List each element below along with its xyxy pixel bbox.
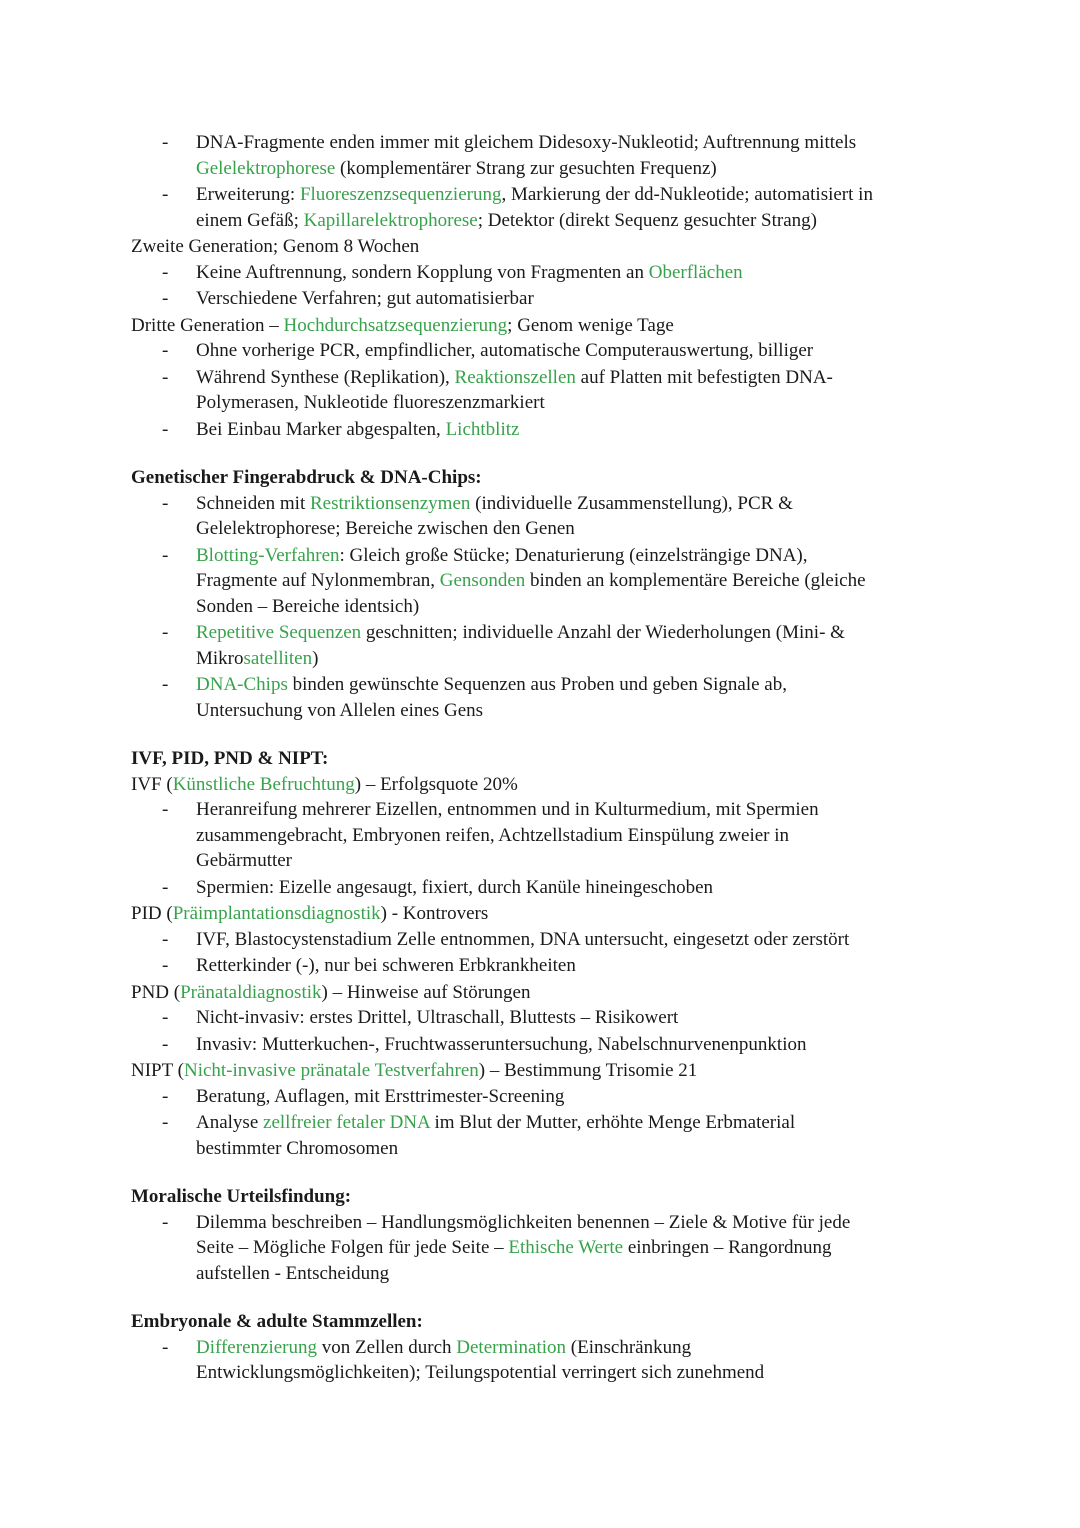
bullet-line bbox=[196, 1032, 961, 1058]
bullet-line bbox=[196, 953, 961, 979]
dritte-generation-label bbox=[131, 313, 961, 339]
highlighted-term: Restriktionsenzymen bbox=[309, 492, 471, 514]
text-run: Seite – Mögliche Folgen für jede Seite – bbox=[196, 1237, 509, 1258]
highlighted-term: satelliten bbox=[243, 647, 313, 669]
bullet-line bbox=[196, 646, 961, 672]
text-run: Nicht-invasiv: erstes Drittel, Ultraschall, Bluttests – Risikowert bbox=[196, 1007, 679, 1028]
highlighted-term: Differenzierung bbox=[196, 1336, 317, 1358]
highlighted-term: Lichtblitz bbox=[445, 418, 520, 440]
bullet-item bbox=[131, 417, 961, 443]
moral-section bbox=[131, 1184, 961, 1286]
document-page bbox=[131, 130, 961, 1387]
stammzellen-section bbox=[131, 1309, 961, 1386]
bullet-item bbox=[131, 543, 961, 620]
highlighted-term: Blotting-Verfahren bbox=[196, 544, 340, 566]
bullet-line bbox=[196, 156, 961, 182]
bullet-item bbox=[131, 1210, 961, 1287]
text-run: Invasiv: Mutterkuchen-, Fruchtwasseruntersuchung, Nabelschnurvenenpunktion bbox=[196, 1033, 807, 1055]
text-run: , Markierung der dd-Nukleotide; automatisiert in bbox=[501, 184, 873, 205]
bullet-line bbox=[196, 208, 961, 234]
bullet-item bbox=[131, 1032, 961, 1058]
moral-bullets bbox=[131, 1210, 961, 1287]
group-bullets bbox=[131, 927, 961, 979]
bullet-item bbox=[131, 672, 961, 723]
bullet-line bbox=[196, 848, 961, 874]
text-run: im Blut der Mutter, erhöhte Menge Erbmaterial bbox=[429, 1112, 796, 1133]
text-run: ) – Bestimmung Trisomie 21 bbox=[478, 1060, 698, 1081]
bullet-item bbox=[131, 338, 961, 364]
dritte-generation-bullets bbox=[131, 338, 961, 442]
text-run: Ohne vorherige PCR, empfindlicher, automatische Computerauswertung, billiger bbox=[196, 340, 814, 361]
text-run: Sonden – Bereiche identsich) bbox=[196, 595, 420, 617]
moral-heading: Moralische Urteilsfindung: bbox=[131, 1186, 352, 1207]
text-run: (individuelle Zusammenstellung), PCR & bbox=[470, 492, 793, 514]
bullet-item bbox=[131, 1084, 961, 1110]
bullet-line bbox=[196, 1210, 961, 1236]
highlighted-term: Reaktionszellen bbox=[454, 366, 576, 388]
bullet-line bbox=[196, 1335, 961, 1361]
bullet-line bbox=[196, 1235, 961, 1261]
stammzellen-heading: Embryonale & adulte Stammzellen: bbox=[131, 1311, 423, 1332]
bullet-line bbox=[196, 927, 961, 953]
bullet-line bbox=[196, 823, 961, 849]
highlighted-term: Gelelektrophorese bbox=[196, 157, 336, 179]
text-run: bestimmter Chromosomen bbox=[196, 1137, 399, 1159]
bullet-line bbox=[196, 338, 961, 364]
text-run: einem Gefäß; bbox=[196, 209, 304, 231]
highlighted-term: Hochdurchsatzsequenzierung bbox=[283, 314, 508, 336]
text-run: Spermien: Eizelle angesaugt, fixiert, durch Kanüle hineingeschoben bbox=[196, 876, 714, 898]
bullet-item bbox=[131, 927, 961, 953]
bullet-line bbox=[196, 1136, 961, 1162]
text-run: Untersuchung von Allelen eines Gens bbox=[196, 699, 484, 721]
ivf-heading: IVF, PID, PND & NIPT: bbox=[131, 748, 329, 769]
bullet-line bbox=[196, 620, 961, 646]
text-run: Während Synthese (Replikation), bbox=[196, 366, 455, 388]
bullet-line bbox=[196, 1005, 961, 1031]
group-bullets bbox=[131, 797, 961, 900]
bullet-item bbox=[131, 491, 961, 542]
highlighted-term: DNA-Chips bbox=[196, 674, 288, 695]
fingerabdruck-bullets bbox=[131, 491, 961, 724]
bullet-line bbox=[196, 568, 961, 594]
bullet-line bbox=[196, 875, 961, 901]
bullet-line bbox=[196, 672, 961, 698]
zweite-generation-label bbox=[131, 234, 961, 260]
text-run: (Einschränkung bbox=[566, 1336, 692, 1358]
text-run: ; Detektor (direkt Sequenz gesuchter Strang) bbox=[477, 209, 817, 231]
bullet-item bbox=[131, 620, 961, 671]
fingerabdruck-section bbox=[131, 465, 961, 723]
bullet-line bbox=[196, 260, 961, 286]
text-run: IVF, Blastocystenstadium Zelle entnommen, DNA untersucht, eingesetzt oder zerstört bbox=[196, 928, 850, 950]
bullet-line bbox=[196, 491, 961, 517]
group-label bbox=[131, 1058, 961, 1084]
bullet-item bbox=[131, 953, 961, 979]
text-run: ) – Erfolgsquote 20% bbox=[354, 773, 518, 795]
text-run: Retterkinder (-), nur bei schweren Erbkrankheiten bbox=[196, 955, 576, 976]
text-run: IVF ( bbox=[131, 773, 173, 795]
text-run: Analyse bbox=[196, 1112, 264, 1133]
text-run: Entwicklungsmöglichkeiten); Teilungspotential verringert sich zunehmend bbox=[196, 1362, 765, 1383]
bullet-line bbox=[196, 516, 961, 542]
bullet-item bbox=[131, 365, 961, 416]
bullet-item bbox=[131, 1335, 961, 1386]
group-label bbox=[131, 901, 961, 927]
bullet-item bbox=[131, 875, 961, 901]
bullet-line bbox=[196, 365, 961, 391]
fingerabdruck-heading: Genetischer Fingerabdruck & DNA-Chips: bbox=[131, 467, 482, 488]
text-run: PID ( bbox=[131, 903, 173, 924]
text-run: ; Genom wenige Tage bbox=[507, 314, 674, 336]
bullet-line bbox=[196, 417, 961, 443]
text-run: aufstellen - Entscheidung bbox=[196, 1262, 390, 1284]
bullet-item bbox=[131, 286, 961, 312]
text-run: auf Platten mit befestigten DNA- bbox=[575, 366, 833, 388]
bullet-line bbox=[196, 1360, 961, 1386]
text-run: Mikro bbox=[196, 647, 244, 669]
bullet-line bbox=[196, 1084, 961, 1110]
highlighted-term: Gensonden bbox=[439, 570, 526, 591]
bullet-item bbox=[131, 797, 961, 874]
text-run: Beratung, Auflagen, mit Ersttrimester-Screening bbox=[196, 1085, 565, 1107]
text-run: Dritte Generation – bbox=[131, 314, 284, 336]
ivf-section bbox=[131, 746, 961, 1161]
bullet-item bbox=[131, 182, 961, 233]
text-run: geschnitten; individuelle Anzahl der Wiederholungen (Mini- & bbox=[361, 622, 845, 643]
bullet-line bbox=[196, 543, 961, 569]
text-run: Keine Auftrennung, sondern Kopplung von Fragmenten an bbox=[196, 261, 649, 283]
bullet-item bbox=[131, 1005, 961, 1031]
ivf-groups bbox=[131, 772, 961, 1162]
bullet-item bbox=[131, 260, 961, 286]
text-run: Verschiedene Verfahren; gut automatisierbar bbox=[196, 288, 534, 309]
highlighted-term: zellfreier fetaler DNA bbox=[263, 1112, 430, 1133]
highlighted-term: Pränataldiagnostik bbox=[180, 981, 322, 1003]
bullet-line bbox=[196, 594, 961, 620]
bullet-line bbox=[196, 390, 961, 416]
bullet-item bbox=[131, 130, 961, 181]
highlighted-term: Determination bbox=[456, 1336, 567, 1358]
text-run: Gelelektrophorese; Bereiche zwischen den Genen bbox=[196, 518, 575, 539]
text-run: binden an komplementäre Bereiche (gleiche bbox=[525, 570, 866, 591]
group-bullets bbox=[131, 1084, 961, 1162]
highlighted-term: Repetitive Sequenzen bbox=[196, 622, 362, 643]
text-run: Dilemma beschreiben – Handlungsmöglichkeiten benennen – Ziele & Motive für jede bbox=[196, 1211, 851, 1233]
text-run: Heranreifung mehrerer Eizellen, entnommen und in Kulturmedium, mit Spermien bbox=[196, 799, 819, 820]
text-run: Zweite Generation; Genom 8 Wochen bbox=[131, 236, 420, 257]
text-run: DNA-Fragmente enden immer mit gleichem Didesoxy-Nukleotid; Auftrennung mittels bbox=[196, 132, 857, 153]
bullet-line bbox=[196, 286, 961, 312]
bullet-line bbox=[196, 182, 961, 208]
group-label bbox=[131, 772, 961, 798]
highlighted-term: Nicht-invasive pränatale Testverfahren bbox=[183, 1060, 479, 1081]
text-run: binden gewünschte Sequenzen aus Proben und geben Signale ab, bbox=[287, 674, 787, 695]
group-bullets bbox=[131, 1005, 961, 1057]
highlighted-term: Künstliche Befruchtung bbox=[172, 773, 355, 795]
text-run: PND ( bbox=[131, 981, 181, 1003]
bullet-line bbox=[196, 698, 961, 724]
highlighted-term: Kapillarelektrophorese bbox=[303, 209, 478, 231]
text-run: Polymerasen, Nukleotide fluoreszenzmarkiert bbox=[196, 392, 545, 413]
bullet-line bbox=[196, 1110, 961, 1136]
text-run: Erweiterung: bbox=[196, 184, 300, 205]
bullet-line bbox=[196, 1261, 961, 1287]
highlighted-term: Fluoreszenzsequenzierung bbox=[299, 184, 502, 205]
highlighted-term: Präimplantationsdiagnostik bbox=[172, 903, 381, 924]
text-run: Bei Einbau Marker abgespalten, bbox=[196, 418, 446, 440]
bullet-item bbox=[131, 1110, 961, 1161]
text-run: ) – Hinweise auf Störungen bbox=[321, 981, 531, 1003]
highlighted-term: Oberflächen bbox=[648, 261, 743, 283]
text-run: Fragmente auf Nylonmembran, bbox=[196, 570, 440, 591]
zweite-generation-bullets bbox=[131, 260, 961, 312]
text-run: ) bbox=[312, 647, 319, 669]
text-run: von Zellen durch bbox=[316, 1336, 457, 1358]
highlighted-term: Ethische Werte bbox=[508, 1237, 624, 1258]
bullet-line bbox=[196, 797, 961, 823]
stammzellen-bullets bbox=[131, 1335, 961, 1386]
text-run: : Gleich große Stücke; Denaturierung (einzelsträngige DNA), bbox=[339, 544, 808, 566]
text-run: einbringen – Rangordnung bbox=[623, 1237, 832, 1258]
text-run: Gebärmutter bbox=[196, 850, 293, 871]
text-run: Schneiden mit bbox=[196, 492, 310, 514]
intro-bullet-list bbox=[131, 130, 961, 233]
text-run: NIPT ( bbox=[131, 1060, 184, 1081]
text-run: ) - Kontrovers bbox=[380, 903, 489, 924]
text-run: zusammengebracht, Embryonen reifen, Achtzellstadium Einspülung zweier in bbox=[196, 824, 790, 846]
text-run: (komplementärer Strang zur gesuchten Frequenz) bbox=[335, 157, 717, 179]
group-label bbox=[131, 980, 961, 1006]
bullet-line bbox=[196, 130, 961, 156]
